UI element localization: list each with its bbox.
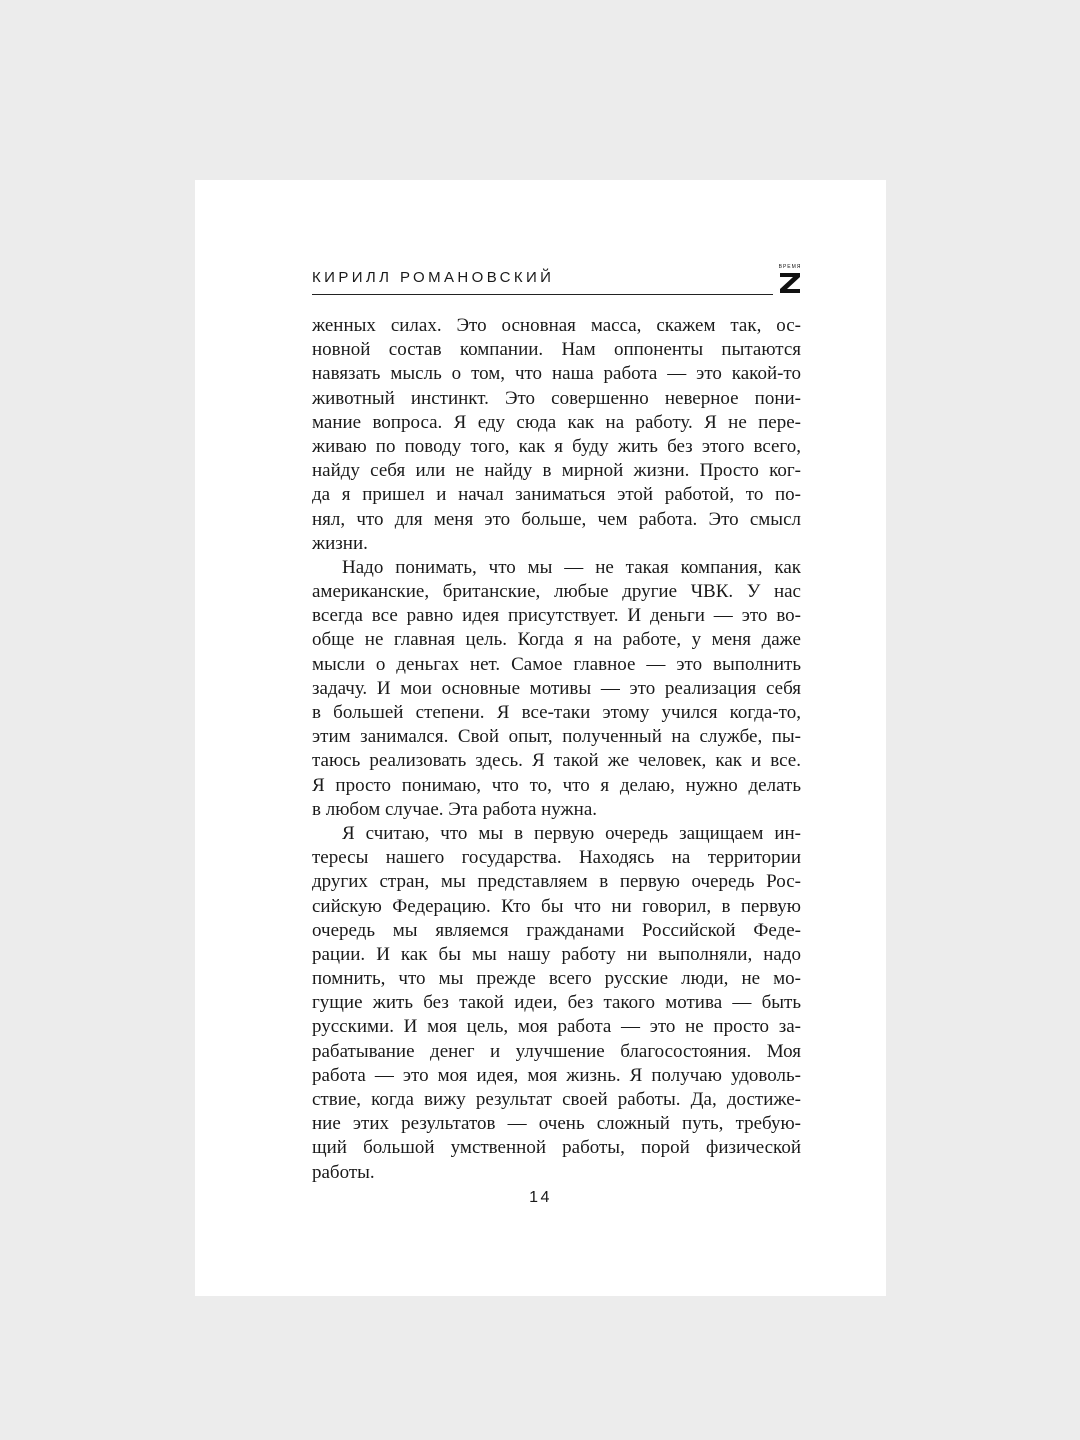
- text-line: этим занимался. Свой опыт, полученный на службе, пы-: [312, 726, 801, 748]
- text-line: ствие, когда вижу результат своей работы. Да, достиже-: [312, 1089, 801, 1110]
- logo-small-text: ВРЕМЯ: [778, 264, 802, 270]
- text-line: американские, британские, любые другие ЧВК. У нас: [312, 581, 801, 603]
- header-rule: [312, 294, 773, 295]
- text-line: сийскую Федерацию. Кто бы что ни говорил, в первую: [312, 895, 801, 917]
- paragraph: [312, 556, 801, 822]
- text-line: новной состав компании. Нам оппоненты пытаются: [312, 339, 801, 361]
- text-line: работа — это моя идея, моя жизнь. Я получаю удоволь-: [312, 1064, 801, 1086]
- text-line: рации. И как бы мы нашу работу ни выполняли, надо: [312, 943, 801, 965]
- text-line: очередь мы являемся гражданами Российской Феде-: [312, 919, 801, 941]
- text-line: жизни.: [312, 532, 368, 554]
- text-line: русскими. И моя цель, моя работа — это не просто за-: [312, 1016, 801, 1038]
- text-line: женных силах. Это основная масса, скажем так, ос-: [312, 315, 801, 336]
- author-name: КИРИЛЛ РОМАНОВСКИЙ: [312, 269, 555, 286]
- book-page: [195, 180, 886, 1296]
- text-line: Надо понимать, что мы — не такая компания, как: [342, 556, 801, 578]
- text-line: других стран, мы представляем в первую очередь Рос-: [312, 871, 801, 893]
- text-line: задачу. И мои основные мотивы — это реализация себя: [312, 677, 801, 699]
- text-line: в любом случае. Эта работа нужна.: [312, 798, 598, 820]
- text-line: помнить, что мы прежде всего русские люди, не мо-: [312, 968, 801, 990]
- text-line: щий большой умственной работы, порой физической: [312, 1137, 801, 1159]
- text-line: животный инстинкт. Это совершенно неверное пони-: [312, 387, 801, 409]
- text-line: в большей степени. Я все-таки этому учился когда-то,: [312, 702, 801, 723]
- text-line: гущие жить без такой идеи, без такого мотива — быть: [312, 992, 801, 1014]
- text-line: Я просто понимаю, что то, что я делаю, нужно делать: [312, 774, 801, 796]
- paragraph: [312, 822, 801, 1185]
- text-line: обще не главная цель. Когда я на работе, у меня даже: [312, 629, 801, 651]
- text-line: Я считаю, что мы в первую очередь защищаем ин-: [342, 822, 801, 844]
- text-line: всегда все равно идея присутствует. И деньги — это во-: [312, 605, 801, 627]
- text-line: живаю по поводу того, как я буду жить без этого всего,: [312, 435, 801, 457]
- text-line: рабатывание денег и улучшение благосостояния. Моя: [312, 1040, 801, 1062]
- z-logo-icon: [779, 272, 801, 294]
- text-line: навязать мысль о том, что наша работа — это какой-то: [312, 363, 801, 385]
- publisher-logo: [778, 264, 802, 295]
- page-number: 14: [529, 1189, 552, 1206]
- text-line: мание вопроса. Я еду сюда как на работу. Я не пере-: [312, 411, 801, 433]
- text-line: нял, что для меня это больше, чем работа. Это смысл: [312, 508, 801, 530]
- paragraph: [312, 314, 801, 556]
- body-text: [312, 314, 801, 1185]
- text-line: найду себя или не найду в мирной жизни. Просто ког-: [312, 460, 801, 482]
- text-line: да я пришел и начал заниматься этой работой, то по-: [312, 484, 801, 506]
- text-line: работы.: [312, 1161, 375, 1183]
- text-line: мысли о деньгах нет. Самое главное — это выполнить: [312, 653, 801, 675]
- running-head: [312, 264, 801, 296]
- text-line: ние этих результатов — очень сложный путь, требую-: [312, 1113, 801, 1135]
- text-line: таюсь реализовать здесь. Я такой же человек, как и все.: [312, 750, 801, 772]
- text-line: тересы нашего государства. Находясь на территории: [312, 847, 801, 869]
